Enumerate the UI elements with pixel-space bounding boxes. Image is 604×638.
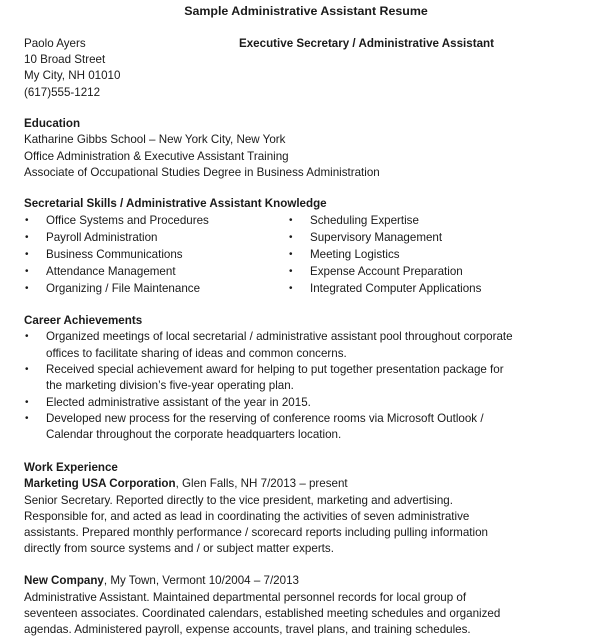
bullet-icon: • <box>289 232 293 244</box>
job-entry <box>24 476 594 557</box>
bullet-icon: • <box>289 215 293 227</box>
bullet-icon: • <box>25 282 29 294</box>
job-description: Administrative Assistant. Maintained departmental personnel records for local group of seventeen associates. Coordinated calendars, established meeting schedules and organized agendas. Administered payroll, expense accounts, travel plans, and training schedules. <box>24 590 501 636</box>
skill-item: • Integrated Computer Applications <box>288 281 588 298</box>
job-details: , My Town, Vermont 10/2004 – 7/2013 <box>103 574 299 588</box>
achievements-heading: Career Achievements <box>24 314 143 327</box>
skill-item: • Scheduling Expertise <box>288 213 588 230</box>
achievement-item: • Developed new process for the reserving of conference rooms via Microsoft Outlook / Calendar throughout the corporate headquarters location. <box>24 411 594 443</box>
job-header <box>24 573 594 589</box>
job-entry <box>24 573 594 638</box>
contact-phone: (617)555-1212 <box>24 85 101 99</box>
skill-item: • Organizing / File Maintenance <box>24 281 288 298</box>
skill-item: • Attendance Management <box>24 264 288 281</box>
education-line: Office Administration & Executive Assistant Training <box>24 149 289 163</box>
document-title: Sample Administrative Assistant Resume <box>184 4 428 18</box>
bullet-icon: • <box>25 331 29 343</box>
skill-item: • Supervisory Management <box>288 230 588 247</box>
contact-city: My City, NH 01010 <box>24 69 121 83</box>
bullet-icon: • <box>25 248 29 260</box>
bullet-icon: • <box>25 413 29 425</box>
bullet-icon: • <box>289 265 293 277</box>
objective-title: Executive Secretary / Administrative Assistant <box>239 37 494 50</box>
bullet-icon: • <box>25 396 29 408</box>
skill-item: • Meeting Logistics <box>288 247 588 264</box>
skill-item: • Business Communications <box>24 247 288 264</box>
education-section <box>24 116 594 181</box>
education-line: Katharine Gibbs School – New York City, New York <box>24 133 286 147</box>
job-company: New Company <box>24 574 104 588</box>
work-section <box>24 460 594 638</box>
education-line: Associate of Occupational Studies Degree in Business Administration <box>24 165 380 179</box>
job-details: , Glen Falls, NH 7/2013 – present <box>175 477 348 491</box>
skill-item: • Payroll Administration <box>24 230 288 247</box>
skill-item: • Office Systems and Procedures <box>24 213 288 230</box>
skills-section <box>24 196 594 297</box>
bullet-icon: • <box>25 265 29 277</box>
achievement-item: • Elected administrative assistant of the year in 2015. <box>24 395 594 411</box>
achievement-item: • Received special achievement award for helping to put together presentation package for the marketing division’s five-year operating plan. <box>24 362 594 394</box>
work-heading: Work Experience <box>24 461 118 474</box>
contact-name: Paolo Ayers <box>24 37 86 50</box>
achievements-section <box>24 313 594 444</box>
contact-block <box>24 36 120 101</box>
bullet-icon: • <box>25 363 29 375</box>
bullet-icon: • <box>25 232 29 244</box>
bullet-icon: • <box>289 248 293 260</box>
job-description: Senior Secretary. Reported directly to the vice president, marketing and advertising. Responsible for, and acted as lead in coordinating the activities of seven administrative assistants. Prepared monthly performance / scorecard reports including pulling information directly from source systems and / or subject matter experts. <box>24 493 488 556</box>
skill-item: • Expense Account Preparation <box>288 264 588 281</box>
bullet-icon: • <box>25 215 29 227</box>
skills-right-column <box>288 213 588 297</box>
education-heading: Education <box>24 117 81 130</box>
job-company: Marketing USA Corporation <box>24 477 176 491</box>
skills-left-column <box>24 213 288 297</box>
job-header <box>24 476 594 492</box>
contact-street: 10 Broad Street <box>24 53 106 67</box>
achievements-list <box>24 329 594 443</box>
achievement-item: • Organized meetings of local secretarial / administrative assistant pool throughout corporate offices to facilitate sharing of ideas and common concerns. <box>24 329 594 361</box>
bullet-icon: • <box>289 282 293 294</box>
skills-heading: Secretarial Skills / Administrative Assistant Knowledge <box>24 197 327 210</box>
skills-columns <box>24 213 594 297</box>
